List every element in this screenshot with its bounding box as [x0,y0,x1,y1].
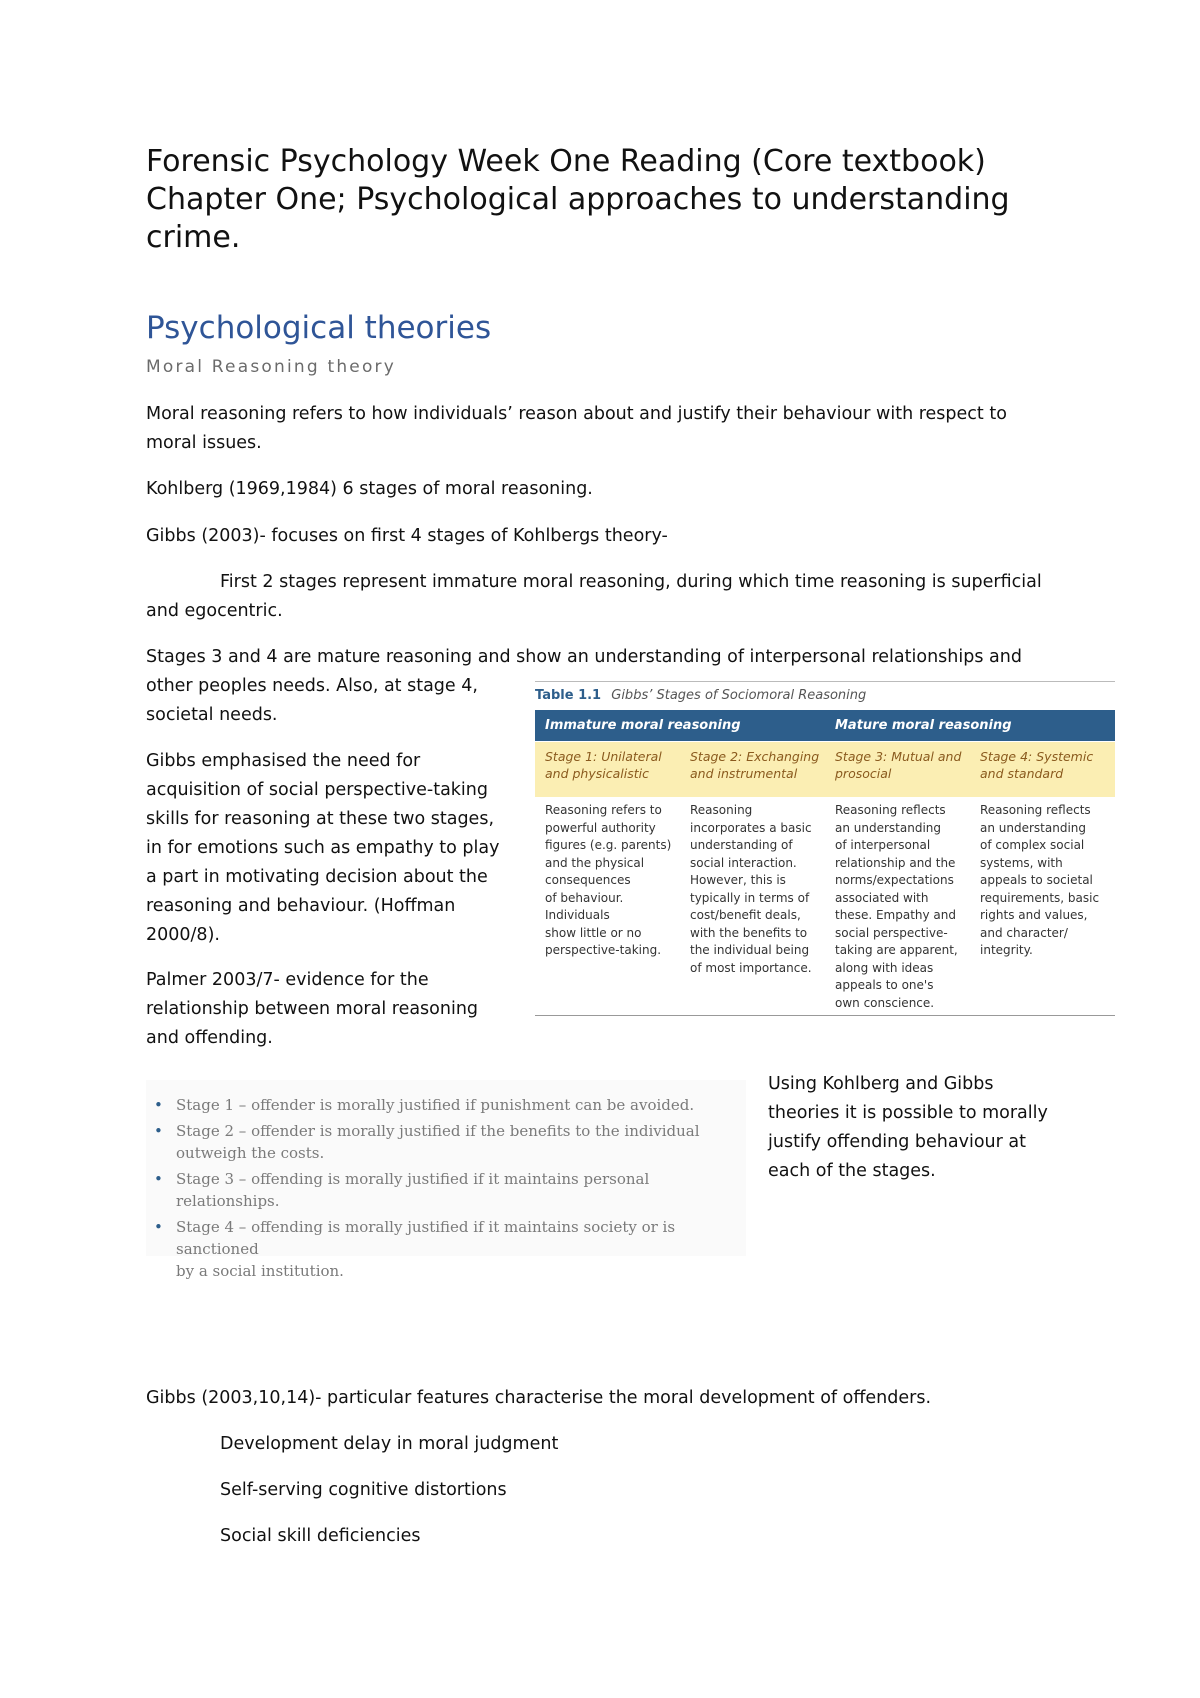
stage-3-description [835,802,973,1012]
stage-3-label: Stage 3: Mutual and prosocial [835,749,962,781]
cell-line: with the benefits to [690,925,808,940]
text-line: societal needs. [146,705,278,725]
paragraph-palmer [146,966,478,1053]
bullet-icon: • [154,1096,163,1114]
cell-line: appeals to societal [980,873,1093,887]
cell-line: associated with [835,890,929,905]
cell-line: Individuals [545,908,610,922]
stage-4-label: Stage 4: Systemic and standard [980,749,1094,781]
cell-line: incorporates a basic [690,820,812,835]
cell-line: figures (e.g. parents) [545,838,672,852]
paragraph-immature-stages [146,568,1042,626]
cell-line: and the physical [545,855,645,870]
table-figure-gibbs-stages [535,678,1115,1018]
cell-line: show little or no [545,925,642,940]
cell-line: along with ideas [835,960,934,975]
list-item-line: Stage 2 – offender is morally justified if the benefits to the individual [176,1122,700,1140]
list-item-line: Stage 3 – offending is morally justified if it maintains personal relationships. [176,1170,650,1210]
cell-line: an understanding [980,820,1087,835]
text-line: relationship between moral reasoning [146,999,479,1019]
cell-line: integrity. [980,943,1033,957]
side-note [768,1070,1048,1186]
text-line: Moral reasoning refers to how individuals’ reason about and justify their behaviour with respect to [146,404,1007,424]
header-immature: Immature moral reasoning [545,718,741,733]
paragraph-gibbs: Gibbs (2003)- focuses on first 4 stages of Kohlbergs theory- [146,526,668,546]
list-item-line: Stage 4 – offending is morally justified if it maintains society or is sanctioned [176,1218,676,1258]
list-item-line: Stage 1 – offender is morally justified if punishment can be avoided. [176,1096,695,1114]
cell-line: Reasoning reflects [835,803,946,817]
stage-1-description [545,802,683,960]
text-line: Gibbs emphasised the need for [146,751,421,771]
document-title [146,143,1046,257]
text-line: Stages 3 and 4 are mature reasoning and show an understanding of interpersonal relationships and [146,647,1022,667]
figure-caption [535,688,866,703]
text-line: a part in motivating decision about the [146,867,488,887]
text-line: in for emotions such as empathy to play [146,838,500,858]
text-line: theories it is possible to morally [768,1103,1048,1123]
cell-line: appeals to one's [835,978,934,992]
cell-line: Reasoning reflects [980,803,1091,817]
text-line: skills for reasoning at these two stages, [146,809,495,829]
cell-line: an understanding [835,820,942,835]
title-line: Chapter One; Psychological approaches to understanding [146,182,1010,217]
paragraph-kohlberg: Kohlberg (1969,1984) 6 stages of moral reasoning. [146,479,593,499]
cell-line: systems, with [980,855,1063,870]
cell-line: rights and values, [980,908,1088,922]
text-line: other peoples needs. Also, at stage 4, [146,676,478,696]
cell-line: powerful authority [545,820,656,835]
bullet-icon: • [154,1218,163,1236]
title-line: crime. [146,220,241,255]
caption-title: Gibbs’ Stages of Sociomoral Reasoning [611,688,867,703]
stage-4-description [980,802,1118,960]
paragraph-social-perspective [146,747,499,950]
text-line: each of the stages. [768,1161,936,1181]
text-line: and offending. [146,1028,273,1048]
list-item-line: by a social institution. [176,1262,344,1280]
text-line: 2000/8). [146,925,220,945]
cell-line: typically in terms of [690,890,810,905]
text-line: moral issues. [146,433,262,453]
feature-item: Self-serving cognitive distortions [220,1480,507,1500]
text-line: Using Kohlberg and Gibbs [768,1074,994,1094]
header-mature: Mature moral reasoning [835,718,1012,733]
feature-item: Social skill deficiencies [220,1526,421,1546]
list-item [146,1120,746,1164]
paragraph-moral-reasoning [146,400,1007,458]
text-line: Palmer 2003/7- evidence for the [146,970,429,990]
stage-justification-figure [146,1080,746,1280]
cell-line: norms/expectations [835,873,954,887]
figure-rule [535,681,1115,682]
cell-line: taking are apparent, [835,943,958,957]
cell-line: However, this is [690,873,786,887]
cell-line: relationship and the [835,855,956,870]
text-line: reasoning and behaviour. (Hoffman [146,896,456,916]
subsection-heading: Moral Reasoning theory [146,357,397,377]
figure-rule [535,1015,1115,1016]
list-item [146,1094,746,1116]
cell-line: perspective-taking. [545,943,662,957]
caption-label: Table 1.1 [535,688,602,703]
stage-2-description [690,802,828,977]
text-line: First 2 stages represent immature moral reasoning, during which time reasoning is superficial [220,572,1042,592]
list-item [146,1168,746,1212]
cell-line: of behaviour. [545,890,624,905]
cell-line: understanding of [690,838,793,852]
text-line: and egocentric. [146,601,283,621]
cell-line: own conscience. [835,995,935,1010]
cell-line: cost/benefit deals, [690,908,801,922]
cell-line: Reasoning refers to [545,803,662,817]
cell-line: of most importance. [690,960,812,975]
stage-1-label: Stage 1: Unilateral and physicalistic [545,749,662,781]
bullet-icon: • [154,1122,163,1140]
cell-line: consequences [545,873,631,887]
list-item-line: outweigh the costs. [176,1144,325,1162]
section-heading: Psychological theories [146,310,492,346]
cell-line: requirements, basic [980,890,1100,905]
cell-line: Reasoning [690,803,753,817]
feature-item: Development delay in moral judgment [220,1434,559,1454]
paragraph-offender-features: Gibbs (2003,10,14)- particular features characterise the moral development of offenders. [146,1388,932,1408]
cell-line: of complex social [980,838,1085,852]
cell-line: and character/ [980,925,1068,940]
bullet-icon: • [154,1170,163,1188]
cell-line: social interaction. [690,855,797,870]
list-item [146,1216,746,1282]
text-line: acquisition of social perspective-taking [146,780,488,800]
cell-line: these. Empathy and [835,908,957,922]
cell-line: the individual being [690,943,810,957]
stage-2-label: Stage 2: Exchanging and instrumental [690,749,820,781]
cell-line: of interpersonal [835,838,931,852]
title-line: Forensic Psychology Week One Reading (Core textbook) [146,144,986,179]
text-line: justify offending behaviour at [768,1132,1026,1152]
cell-line: social perspective- [835,925,948,940]
